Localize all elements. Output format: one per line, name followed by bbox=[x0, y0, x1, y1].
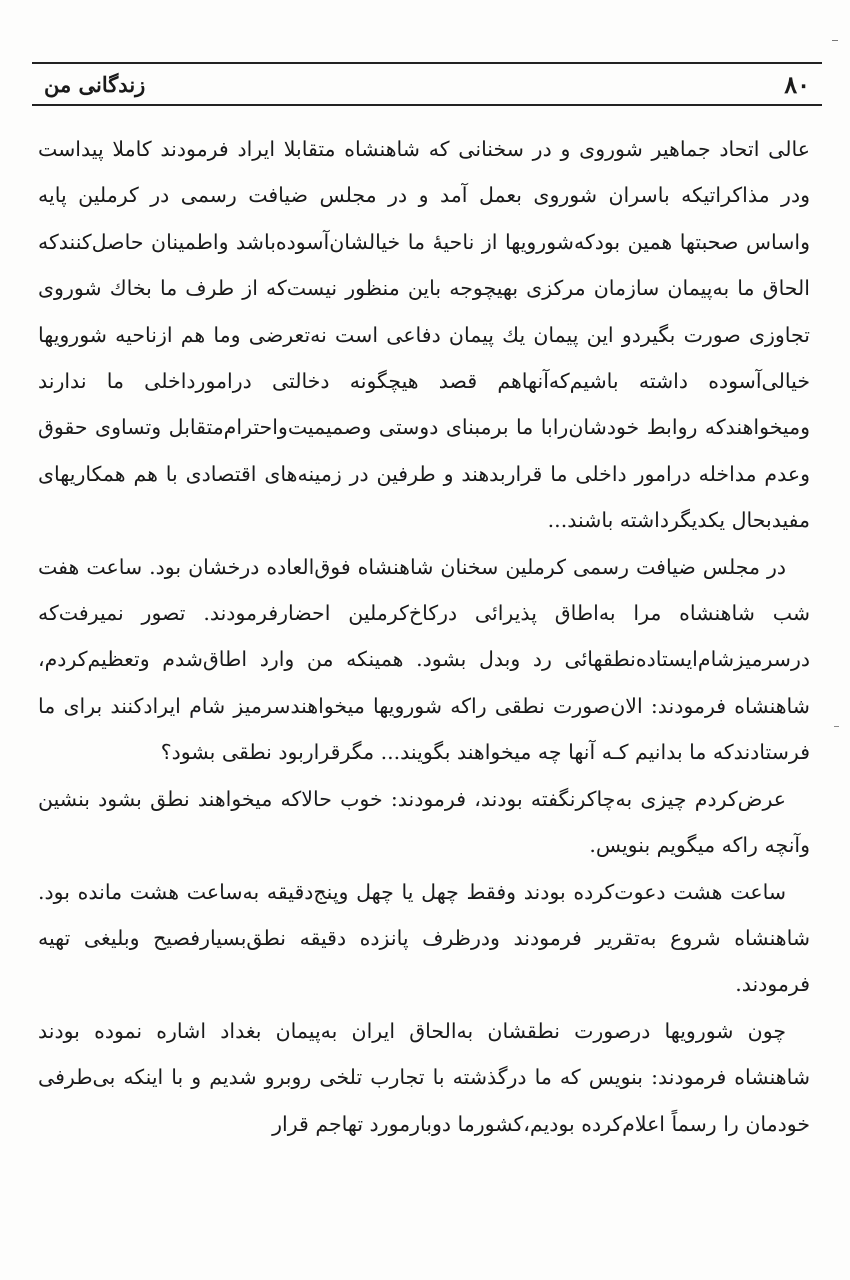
paragraph-4: ساعت هشت دعوت‌کرده بودند وفقط چهل یا چهل وپنج‌دقیقه به‌ساعت هشت مانده بود. شاهنشاه شروع به‌تقریر فرمودند ودرظرف پانزده دقیقه نطق‌بسیارفصیح وبلیغی تهیه فرمودند. bbox=[38, 879, 810, 997]
running-title: زندگانی من bbox=[44, 71, 146, 97]
page-number: ۸۰ bbox=[784, 69, 810, 99]
paragraph-3: عرض‌کردم چیزی به‌چاکرنگفته بودند، فرمودند: خوب حالاکه میخواهند نطق بشود بنشین وآنچه راکه میگویم بنویس. bbox=[38, 786, 810, 858]
scan-mark bbox=[832, 40, 838, 41]
page-header bbox=[32, 62, 822, 106]
margin-tick bbox=[834, 726, 839, 727]
paragraph-5: چون شورویها درصورت نطقشان به‌الحاق ایران به‌پیمان بغداد اشاره نموده بودند شاهنشاه فرمودند: بنویس که ما درگذشته با تجارب تلخی روبرو شدیم و با اینکه بی‌طرفی خودمان را رسماً اعلام‌کرده بودیم،کشورما دوبارمورد تهاجم قرار bbox=[38, 1018, 810, 1136]
paragraph-2: در مجلس ضیافت رسمی کرملین سخنان شاهنشاه فوق‌العاده درخشان بود. ساعت هفت شب شاهنشاه مرا به‌اطاق پذیرائی درکاخ‌کرملین احضارفرمودند. تصور نمیرفت‌که درسرمیز‌شام‌ایستاده‌نطقهائی رد وبدل بشود. همینکه من وارد اطاق‌شدم وتعظیم‌کردم، شاهنشاه فرمودند: الان‌صورت نطقی راکه شورویها میخواهندسرمیز شام ایرادکنند برای ما فرستادندکه ما بدانیم کـه آنها چه میخواهند بگویند... مگرقراربود نطقی بشود؟ bbox=[38, 554, 810, 765]
paragraph-1: عالی اتحاد جماهیر شوروی و در سخنانی که شاهنشاه متقابلا ایراد فرمودند کاملا پیداست ودر مذاکراتیکه باسران شوروی بعمل آمد و در مجلس ضیافت رسمی در کرملین پایه واساس صحبتها همین بودکه‌شورویها از ناحیهٔ ما خیالشان‌آسوده‌باشد واطمینان حاصل‌کنندکه الحاق ما به‌پیمان سازمان مرکزی بهیچوجه باین منظور نیست‌که از طرف ما بخاك شوروی تجاوزی صورت بگیردو این پیمان یك پیمان دفاعی است نه‌تعرضی وما هم ازناحیه شورویها خیالی‌آسوده داشته باشیم‌که‌آنهاهم قصد هیچگونه دخالتی درامورداخلی ما ندارند ومیخواهندکه روابط خودشان‌را‌با ما برمبنای دوستی وصمیمیت‌واحترام‌متقابل وتساوی حقوق وعدم مداخله درامور داخلی ما قراربدهند و طرفین در زمینه‌های اقتصادی با هم همکاریهای مفیدبحال یکدیگرداشته باشند... bbox=[38, 137, 810, 533]
page-body bbox=[38, 126, 810, 1147]
